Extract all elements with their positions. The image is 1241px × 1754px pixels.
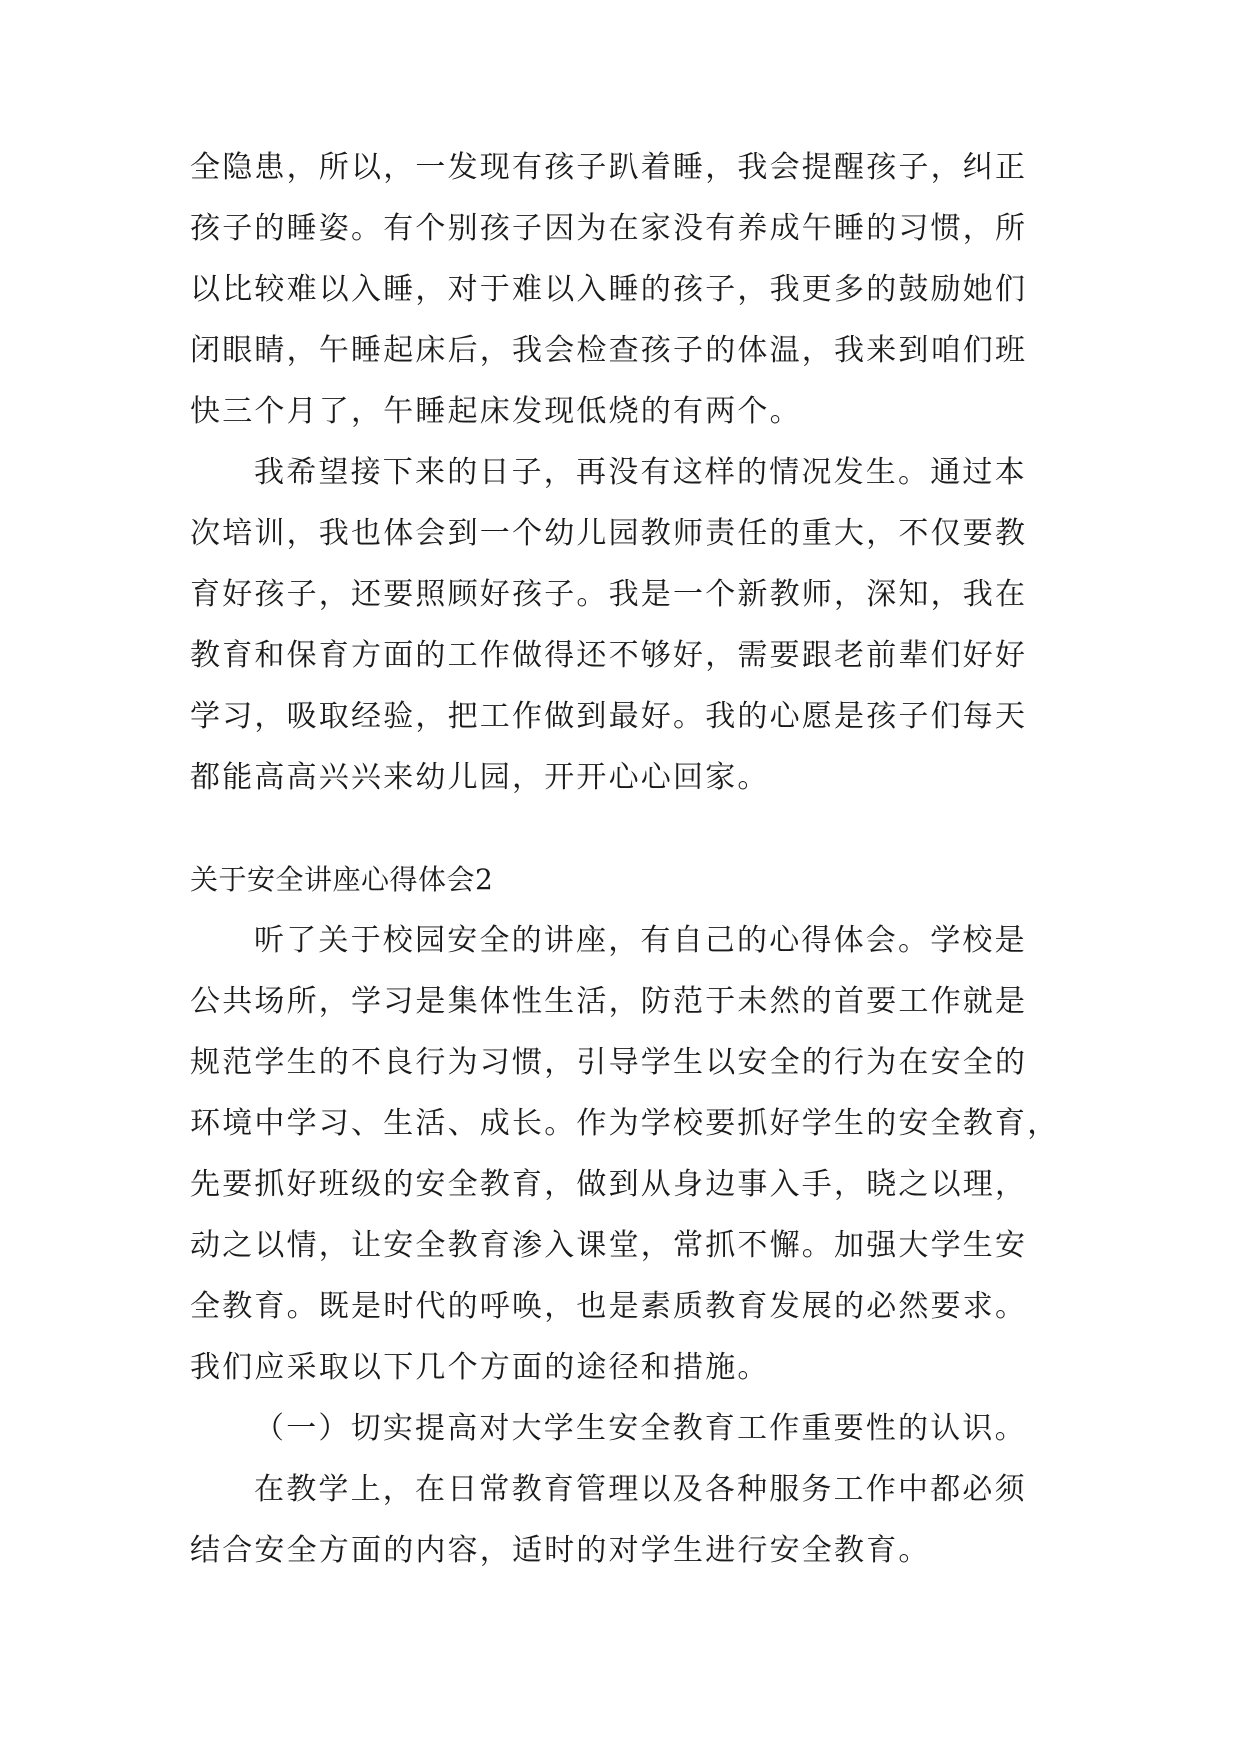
paragraph-line: 闭眼睛，午睡起床后，我会检查孩子的体温，我来到咱们班 (190, 333, 1028, 368)
paragraph-line: 结合安全方面的内容，适时的对学生进行安全教育。 (190, 1533, 931, 1568)
section-title: 关于安全讲座心得体会2 (190, 863, 494, 896)
paragraph-line: 公共场所，学习是集体性生活，防范于未然的首要工作就是 (190, 984, 1028, 1019)
paragraph-line: 教育和保育方面的工作做得还不够好，需要跟老前辈们好好 (190, 638, 1028, 673)
paragraph-first-line: 听了关于校园安全的讲座，有自己的心得体会。学校是 (254, 923, 1027, 958)
paragraph-first-line: 在教学上，在日常教育管理以及各种服务工作中都必须 (254, 1472, 1027, 1507)
paragraph-line: 我们应采取以下几个方面的途径和措施。 (190, 1350, 770, 1385)
paragraph-line: 全隐患，所以，一发现有孩子趴着睡，我会提醒孩子，纠正 (190, 150, 1028, 185)
numbered-point: （一）切实提高对大学生安全教育工作重要性的认识。 (254, 1411, 1027, 1446)
paragraph-line: 全教育。既是时代的呼唤，也是素质教育发展的必然要求。 (190, 1289, 1028, 1324)
paragraph-line: 规范学生的不良行为习惯，引导学生以安全的行为在安全的 (190, 1045, 1028, 1080)
paragraph-line: 以比较难以入睡，对于难以入睡的孩子，我更多的鼓励她们 (190, 272, 1028, 307)
paragraph-line: 育好孩子，还要照顾好孩子。我是一个新教师，深知，我在 (190, 577, 1028, 612)
paragraph-line: 学习，吸取经验，把工作做到最好。我的心愿是孩子们每天 (190, 699, 1028, 734)
paragraph-line: 环境中学习、生活、成长。作为学校要抓好学生的安全教育， (190, 1106, 1060, 1141)
paragraph-first-line: 我希望接下来的日子，再没有这样的情况发生。通过本 (254, 455, 1027, 490)
paragraph-line: 动之以情，让安全教育渗入课堂，常抓不懈。加强大学生安 (190, 1228, 1028, 1263)
paragraph-line: 快三个月了，午睡起床发现低烧的有两个。 (190, 394, 802, 429)
paragraph-line: 先要抓好班级的安全教育，做到从身边事入手，晓之以理， (190, 1167, 1028, 1202)
paragraph-line: 孩子的睡姿。有个别孩子因为在家没有养成午睡的习惯，所 (190, 211, 1028, 246)
paragraph-line: 都能高高兴兴来幼儿园，开开心心回家。 (190, 760, 770, 795)
paragraph-line: 次培训，我也体会到一个幼儿园教师责任的重大，不仅要教 (190, 516, 1028, 551)
